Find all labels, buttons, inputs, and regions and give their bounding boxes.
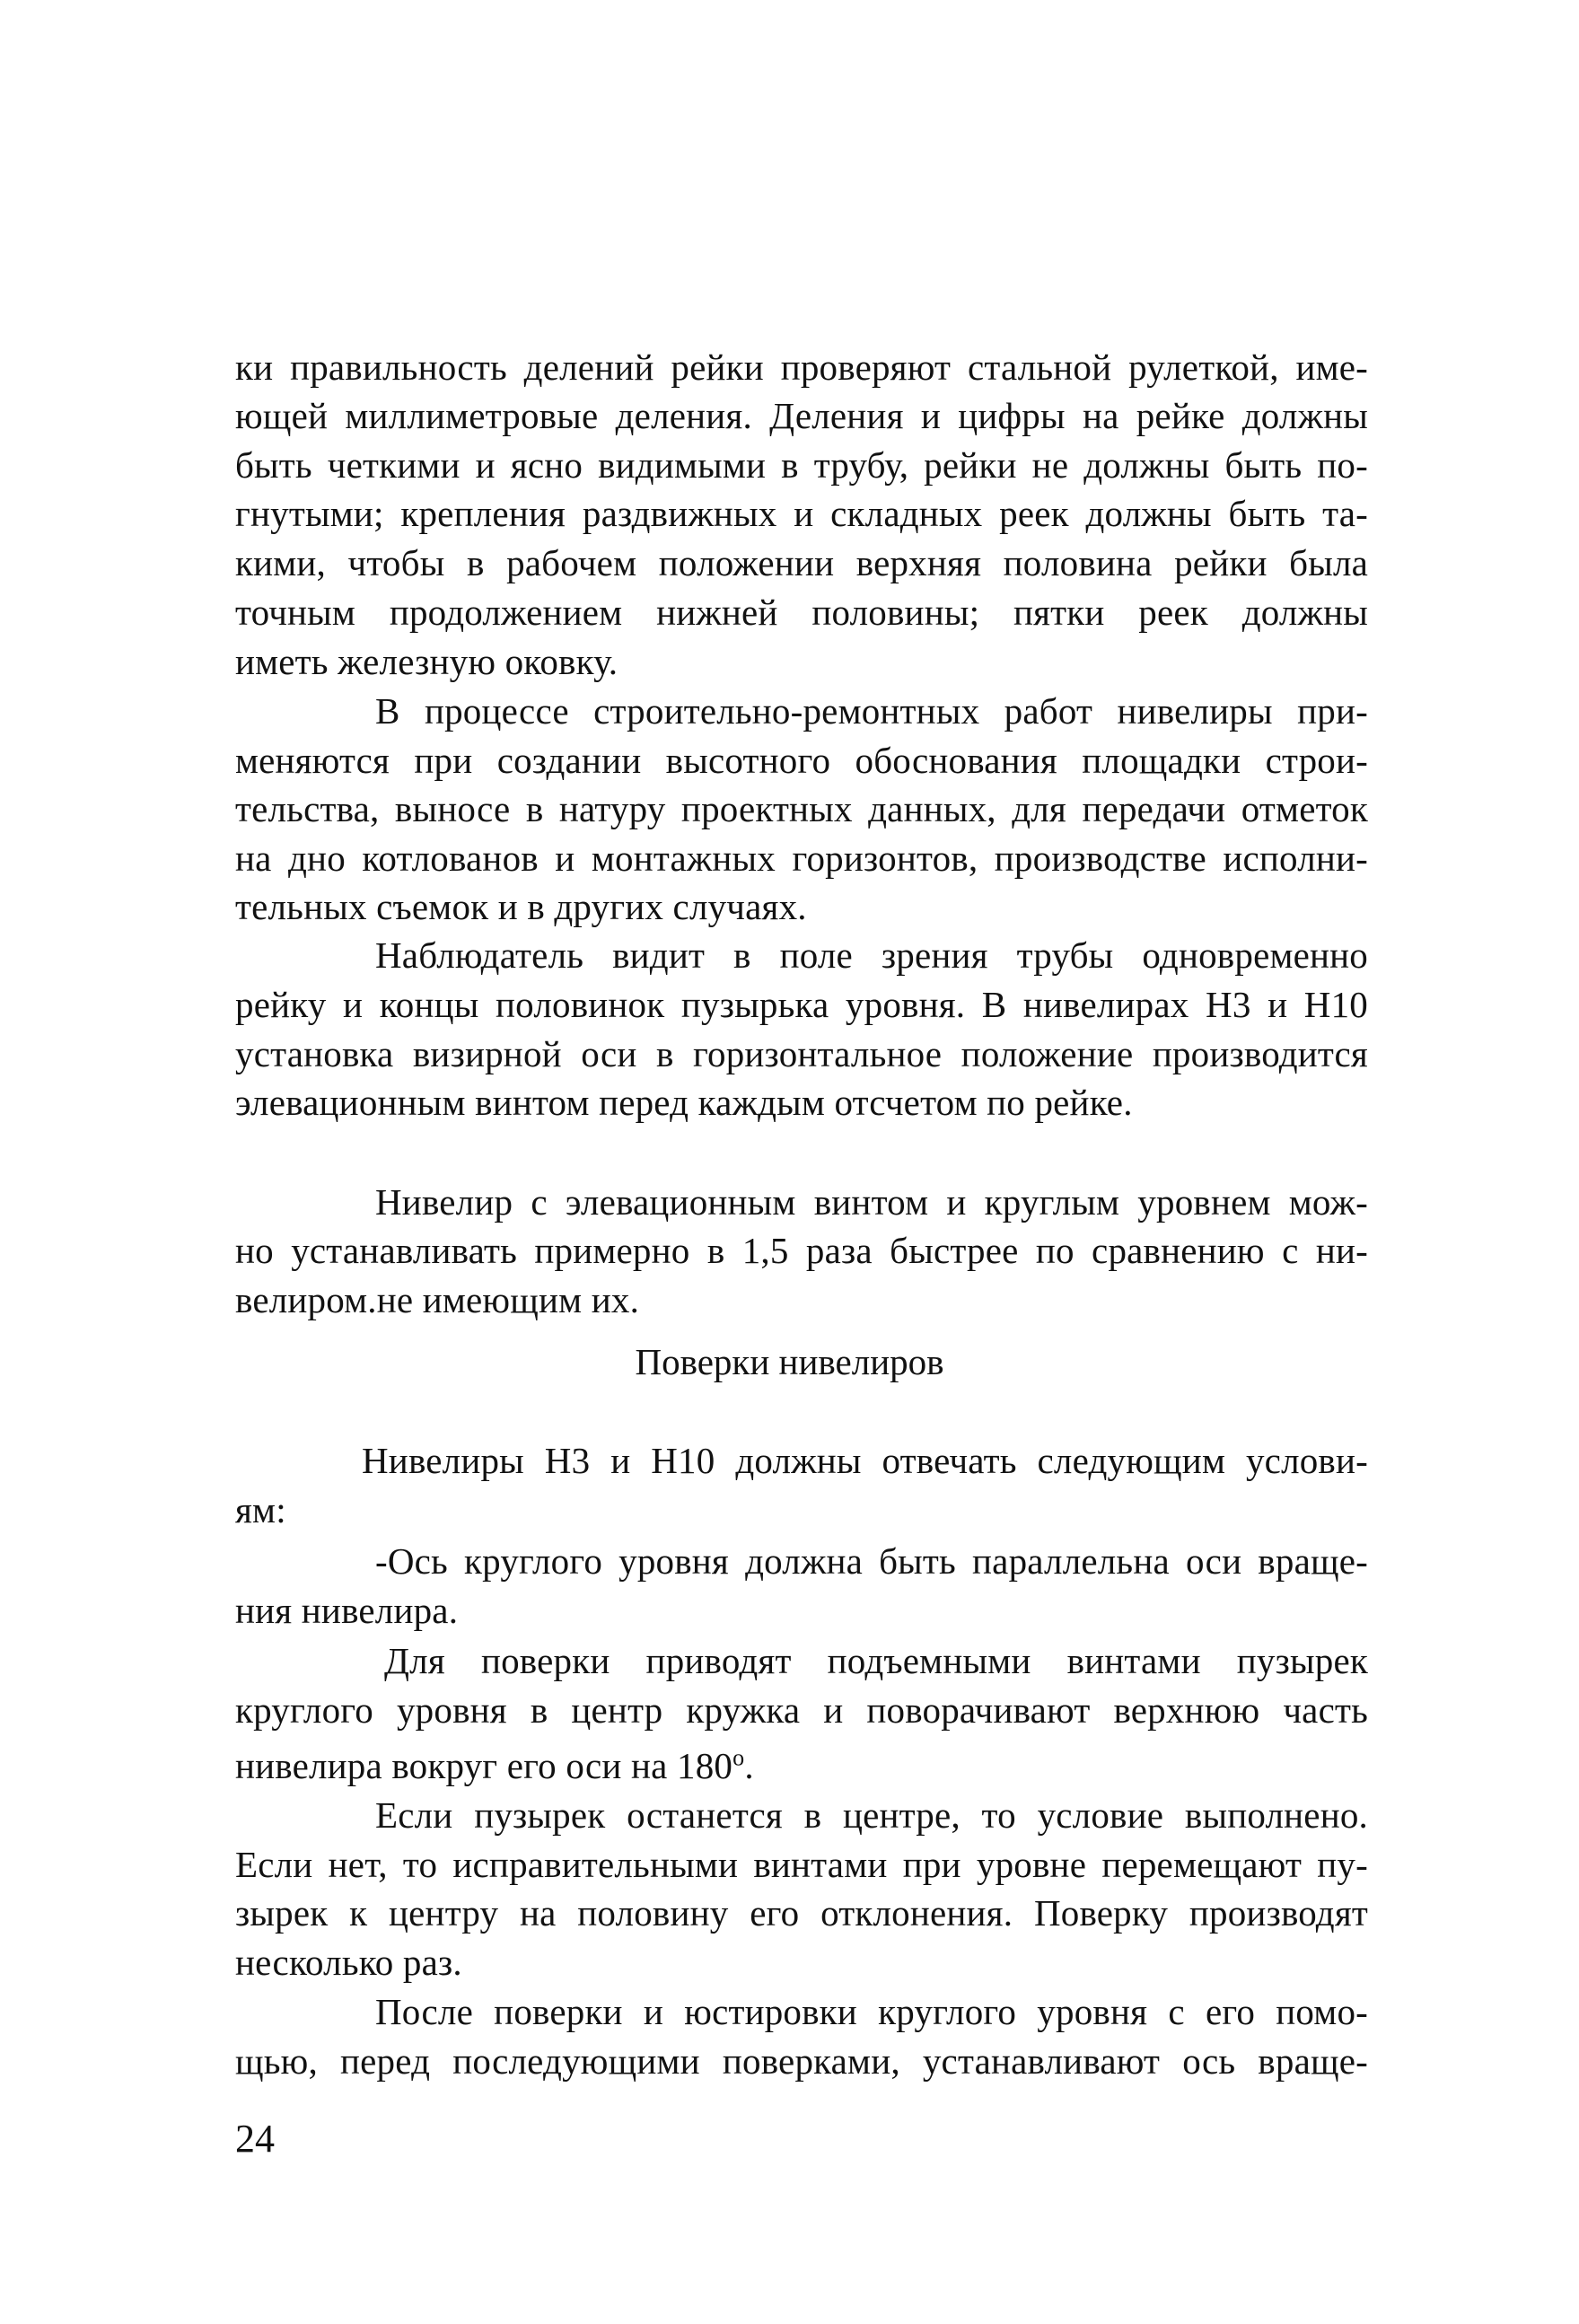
text-line: Нивелир с элевационным винтом и круглым уровнем мож- [375,1181,1368,1223]
text-line: Если нет, то исправительными винтами при уровне перемещают пу- [235,1844,1368,1885]
text-line: рейку и концы половинок пузырька уровня. В нивелирах Н3 и Н10 [235,984,1368,1025]
text-line: Нивелиры Н3 и Н10 должны отвечать следующим услови- [362,1440,1368,1481]
section-heading: Поверки нивелиров [635,1341,944,1382]
text-line: ки правильность делений рейки проверяют стальной рулеткой, име- [235,346,1368,388]
text-line: -Ось круглого уровня должна быть параллельна оси враще- [375,1540,1368,1582]
text-line: круглого уровня в центр кружка и поворачивают верхнюю часть [235,1689,1368,1731]
text-line: зырек к центру на половину его отклонения. Поверку производят [235,1892,1368,1934]
text-fragment: . [744,1745,754,1786]
text-line: После поверки и юстировки круглого уровня с его помо- [375,1991,1368,2032]
text-line: В процессе строительно-ремонтных работ нивелиры при- [375,690,1368,732]
text-line: Если пузырек останется в центре, то условие выполнено. [375,1794,1368,1836]
text-line: ющей миллиметровые деления. Деления и цифры на рейке должны [235,395,1368,436]
text-line: меняются при создании высотного обоснования площадки строи- [235,740,1368,781]
text-line: ния нивелира. [235,1590,459,1631]
text-line: быть четкими и ясно видимыми в трубу, рейки не должны быть по- [235,444,1368,486]
text-line: но устанавливать примерно в 1,5 раза быстрее по сравнению с ни- [235,1230,1368,1271]
text-line: установка визирной оси в горизонтальное положение производится [235,1033,1368,1074]
text-line: элевационным винтом перед каждым отсчетом по рейке. [235,1082,1133,1123]
text-line: на дно котлованов и монтажных горизонтов, производстве исполни- [235,838,1368,879]
text-line: кими, чтобы в рабочем положении верхняя половина рейки была [235,542,1368,583]
text-line: тельных съемок и в других случаях. [235,886,807,927]
text-line: Для поверки приводят подъемными винтами пузырек [384,1640,1368,1681]
text-line: Наблюдатель видит в поле зрения трубы одновременно [375,934,1368,976]
page-number: 24 [235,2117,275,2161]
text-line: тельства, выносе в натуру проектных данных, для передачи отметок [235,788,1368,829]
text-line: щью, перед последующими поверками, устанавливают ось враще- [235,2040,1368,2082]
text-line: иметь железную оковку. [235,641,618,682]
text-line: несколько раз. [235,1942,462,1983]
text-fragment: нивелира вокруг его оси на 180 [235,1745,733,1786]
text-line: гнутыми; крепления раздвижных и складных реек должны быть та- [235,493,1368,534]
text-line: ям: [235,1489,286,1530]
text-line: точным продолжением нижней половины; пятки реек должны [235,592,1368,633]
text-line: велиром.не имеющим их. [235,1279,640,1320]
text-line [235,1741,1368,1791]
degree-sign: o [732,1744,745,1771]
